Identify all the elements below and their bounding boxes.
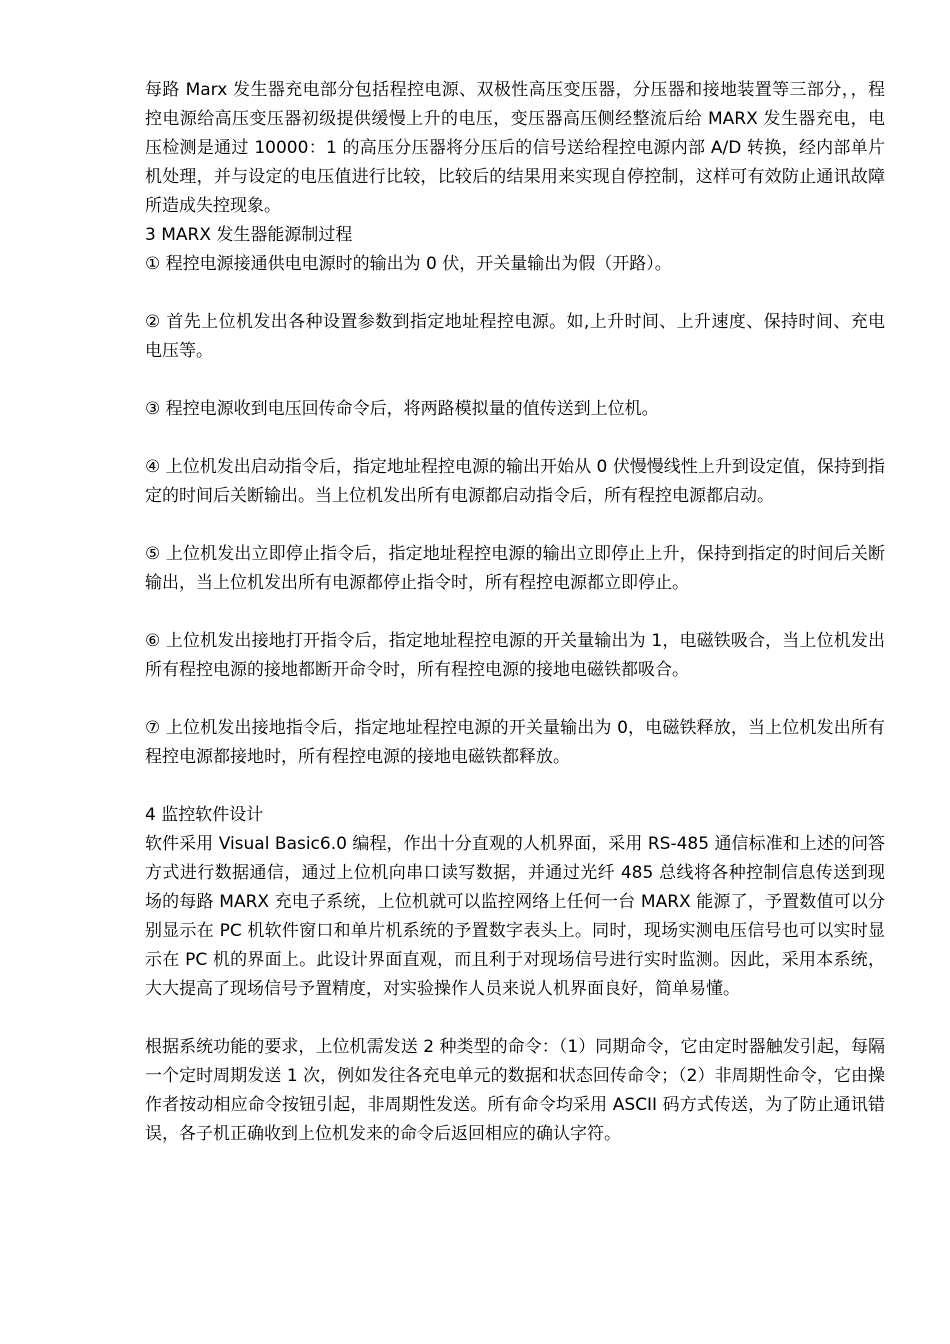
- software-paragraph: 软件采用 Visual Basic6.0 编程，作出十分直观的人机界面，采用 RS-485 通信标准和上述的问答方式进行数据通信，通过上位机向串口读写数据，并通过光纤 485 总线将各种控制信息传送到现场的每路 MARX 充电子系统，上位机就可以监控网络上任何一台 MARX 能源了，予置数值可以分别显示在 PC 机软件窗口和单片机系统的予置数字表头上。同时，现场实测电压信号也可以实时显示在 PC 机的界面上。此设计界面直观，而且利于对现场信号进行实时监测。因此，采用本系统，大大提高了现场信号予置精度，对实验操作人员来说人机界面良好，简单易懂。: [145, 834, 885, 999]
- step-7-paragraph: ⑦ 上位机发出接地指令后，指定地址程控电源的开关量输出为 0，电磁铁释放，当上位机发出所有程控电源都接地时，所有程控电源的接地电磁铁都释放。: [145, 718, 885, 767]
- paragraph-gap: [145, 685, 885, 714]
- step-3-paragraph: ③ 程控电源收到电压回传命令后，将两路模拟量的值传送到上位机。: [145, 399, 659, 419]
- commands-paragraph: 根据系统功能的要求，上位机需发送 2 种类型的命令：（1）同期命令，它由定时器触发引起，每隔一个定时周期发送 1 次，例如发往各充电单元的数据和状态回传命令；（2）非周期性命令，它由操作者按动相应命令按钮引起，非周期性发送。所有命令均采用 ASCII 码方式传送，为了防止通讯错误，各子机正确收到上位机发来的命令后返回相应的确认字符。: [145, 1037, 885, 1144]
- paragraph-gap: [145, 424, 885, 453]
- paragraph-gap: [145, 366, 885, 395]
- step-4-paragraph: ④ 上位机发出启动指令后，指定地址程控电源的输出开始从 0 伏慢慢线性上升到设定值，保持到指定的时间后关断输出。当上位机发出所有电源都启动指令后，所有程控电源都启动。: [145, 457, 885, 506]
- step-2-paragraph: ② 首先上位机发出各种设置参数到指定地址程控电源。如,上升时间、上升速度、保持时间、充电电压等。: [145, 312, 885, 361]
- section-4-heading: 4 监控软件设计: [145, 805, 264, 825]
- step-1-paragraph: ① 程控电源接通供电电源时的输出为 0 伏，开关量输出为假（开路）。: [145, 254, 672, 274]
- step-6-paragraph: ⑥ 上位机发出接地打开指令后，指定地址程控电源的开关量输出为 1，电磁铁吸合，当上位机发出所有程控电源的接地都断开命令时，所有程控电源的接地电磁铁都吸合。: [145, 631, 885, 680]
- paragraph-gap: [145, 598, 885, 627]
- step-5-paragraph: ⑤ 上位机发出立即停止指令后，指定地址程控电源的输出立即停止上升，保持到指定的时间后关断输出，当上位机发出所有电源都停止指令时，所有程控电源都立即停止。: [145, 544, 885, 593]
- section-3-heading: 3 MARX 发生器能源制过程: [145, 225, 353, 245]
- intro-paragraph: 每路 Marx 发生器充电部分包括程控电源、双极性高压变压器，分压器和接地装置等三部分，，程控电源给高压变压器初级提供缓慢上升的电压，变压器高压侧经整流后给 MARX 发生器充电，电压检测是通过 10000：1 的高压分压器将分压后的信号送给程控电源内部 A/D 转换，经内部单片机处理，并与设定的电压值进行比较，比较后的结果用来实现自停控制，这样可有效防止通讯故障所造成失控现象。: [145, 80, 885, 216]
- paragraph-gap: [145, 511, 885, 540]
- paragraph-gap: [145, 279, 885, 308]
- document-body: [145, 76, 885, 1149]
- paragraph-gap: [145, 772, 885, 801]
- paragraph-gap: [145, 1004, 885, 1033]
